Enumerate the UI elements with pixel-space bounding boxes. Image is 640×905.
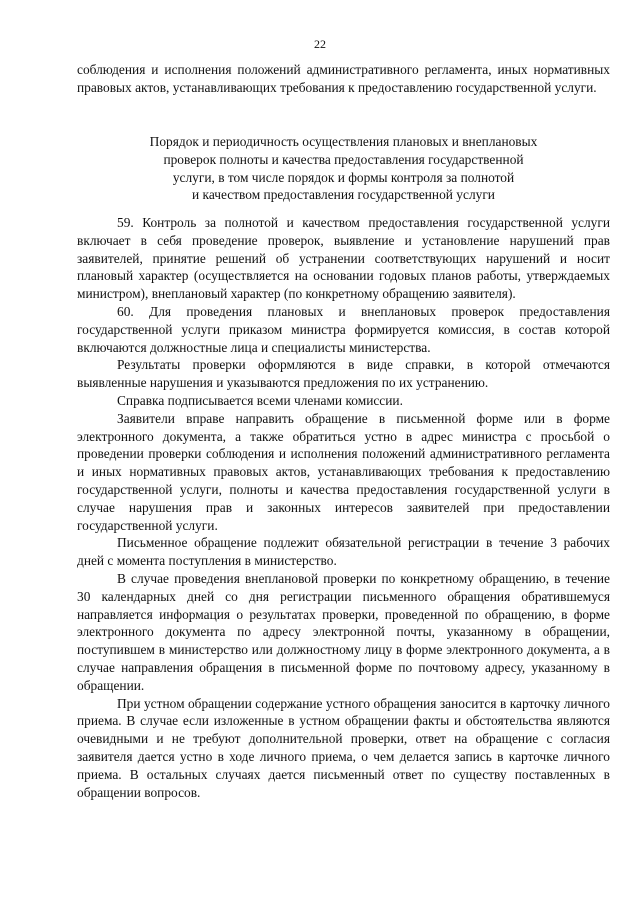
intro-paragraph: соблюдения и исполнения положений административного регламента, иных нормативных правовых актов, устанавливающих требования к предоставлению государственной услуги. [77,62,610,95]
paragraph-59: 59. Контроль за полнотой и качеством предоставления государственной услуги включает в себя проведение проверок, выявление и установление нарушений прав заявителей, принятие решений об устранении соответствующих нарушений и носит плановый характер (осуществляется на основании годовых планов работы, утверждаемых министром), внеплановый характер (по конкретному обращению заявителя). [77,215,610,302]
paragraph-results: Результаты проверки оформляются в виде справки, в которой отмечаются выявленные нарушения и указываются предложения по их устранению. [77,357,610,391]
intro-block [77,61,610,97]
paragraph-60: 60. Для проведения плановых и внеплановых проверок предоставления государственной услуги приказом министра формируется комиссия, в состав которой включаются должностные лица и специалисты министерства. [77,303,610,355]
paragraph-signature: Справка подписывается всеми членами комиссии. [117,392,403,408]
page-number: 22 [314,37,326,51]
section-heading [77,133,610,204]
paragraph-unscheduled: В случае проведения внеплановой проверки по конкретному обращению, в течение 30 календарных дней со дня регистрации письменного обращения обратившемуся направляется информация о результатах проверки, проведенной по обращению, в форме электронного документа по адресу электронной почты, указанному в обращении, поступившем в министерство или должностному лицу в форме электронного документа, а в случае направления обращения в письменной форме по почтовому адресу, указанному в обращении. [77,570,610,693]
heading-line: Порядок и периодичность осуществления плановых и внеплановых [149,134,538,149]
heading-line: и качеством предоставления государственной услуги [192,187,495,203]
heading-line: проверок полноты и качества предоставления государственной [163,151,524,167]
paragraph-appeal: Заявители вправе направить обращение в письменной форме или в форме электронного документа, а также обратиться устно в адрес министра с просьбой о проведении проверки соблюдения и исполнения положений административного регламента и иных нормативных правовых актов, устанавливающих требования к предоставлению государственной услуги, полноты и качества предоставления государственной услуги в случае нарушения прав и законных интересов заявителей при предоставлении государственной услуги. [77,410,610,533]
paragraph-oral-appeal: При устном обращении содержание устного обращения заносится в карточку личного приема. В случае если изложенные в устном обращении факты и обстоятельства являются очевидными и не требуют дополнительной проверки, ответ на обращение с согласия заявителя дается устно в ходе личного приема, о чем делается запись в карточке личного приема. В остальных случаях дается письменный ответ по существу поставленных в обращении вопросов. [77,695,610,800]
paragraph-registration: Письменное обращение подлежит обязательной регистрации в течение 3 рабочих дней с момента поступления в министерство. [77,535,610,569]
main-text [77,214,610,801]
heading-line: услуги, в том числе порядок и формы контроля за полнотой [172,169,515,185]
